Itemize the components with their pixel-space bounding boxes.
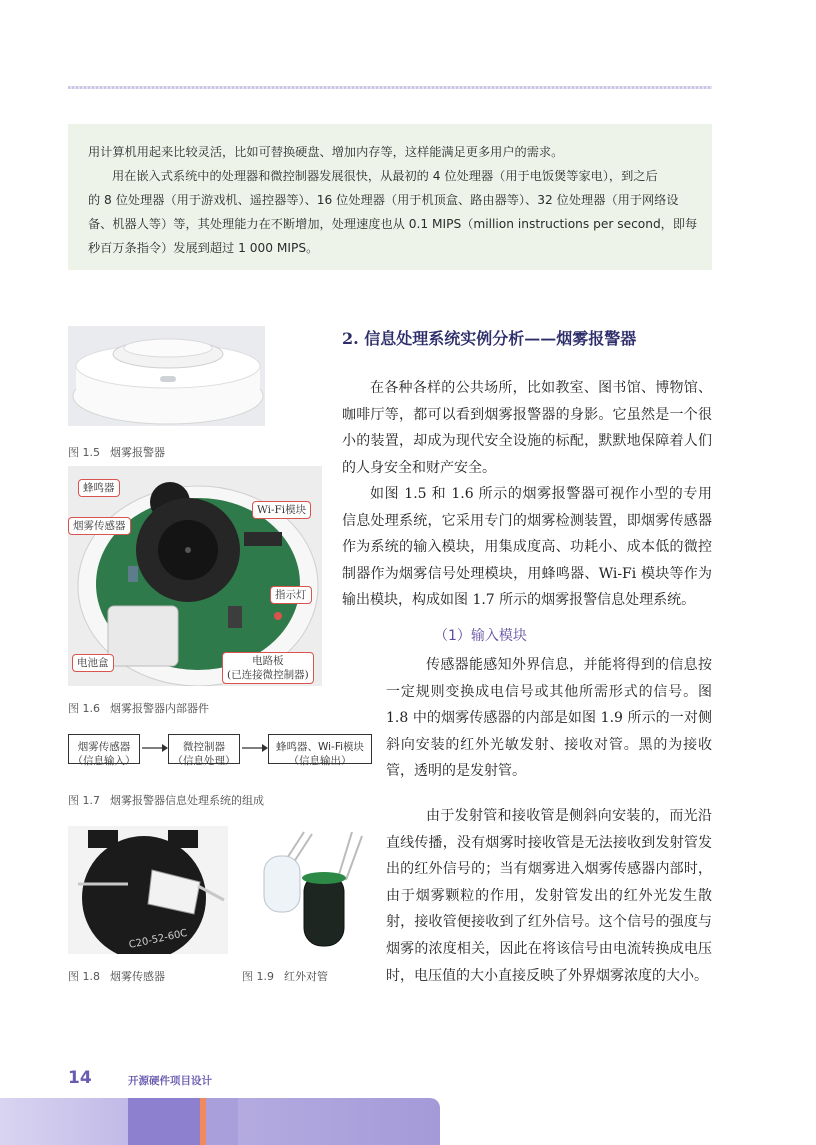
page-number: 14 [68, 1068, 92, 1088]
note-line-4: 备、机器人等）等，其处理能力在不断增加，处理速度也从 0.1 MIPS（million instructions per second，即每 [88, 217, 698, 231]
note-line-2: 用在嵌入式系统中的处理器和微控制器发展很快，从最初的 4 位处理器（用于电饭煲等家电），到之后 [112, 169, 658, 183]
callout-wifi: Wi-Fi模块 [252, 501, 311, 519]
fig17-caption: 图 1.7 烟雾报警器信息处理系统的组成 [68, 794, 264, 807]
callout-indicator: 指示灯 [270, 586, 312, 604]
arrow-mcu-to-output [240, 742, 268, 754]
note-line-5: 秒百万条指令）发展到超过 1 000 MIPS。 [88, 241, 319, 255]
fig16-caption: 图 1.6 烟雾报警器内部器件 [68, 702, 209, 715]
ir-pair-photo [242, 826, 380, 954]
callout-board-line2: (已连接微控制器) [227, 669, 309, 681]
fig18-caption: 图 1.8 烟雾传感器 [68, 970, 165, 983]
smoke-sensor-photo [68, 826, 228, 954]
callout-smoke-sensor: 烟雾传感器 [68, 517, 131, 535]
sensor-marking: C20-52-60C [128, 927, 189, 951]
section-title: 2. 信息处理系统实例分析——烟雾报警器 [342, 329, 637, 348]
footer-band [0, 1098, 440, 1145]
fig15-caption: 图 1.5 烟雾报警器 [68, 446, 165, 459]
input-module-heading: （1）输入模块 [434, 628, 527, 644]
paragraph-3: 传感器能感知外界信息，并能将得到的信息按一定规则变换成电信号或其他所需形式的信号。图 1.8 中的烟雾传感器的内部是如图 1.9 所示的一对侧斜向安装的红外光敏发射、接收对管。黑的为接收管，透明的是发射管。 [386, 657, 712, 780]
band-stripe-dark [128, 1098, 200, 1145]
callout-circuit-board [222, 652, 314, 684]
smoke-detector-photo [68, 326, 265, 426]
book-title: 开源硬件项目设计 [128, 1075, 212, 1087]
fig19-caption: 图 1.9 红外对管 [242, 970, 328, 983]
block-output-modules: 蜂鸣器、Wi-Fi模块 （信息输出） [268, 734, 372, 764]
callout-board-line1: 电路板 [252, 655, 284, 667]
note-line-3: 的 8 位处理器（用于游戏机、遥控器等）、16 位处理器（用于机顶盒、路由器等）、32 位处理器（用于网络设 [88, 193, 679, 207]
header-rule [68, 86, 712, 89]
paragraph-2: 如图 1.5 和 1.6 所示的烟雾报警器可视作小型的专用信息处理系统，它采用专门的烟雾检测装置，即烟雾传感器作为系统的输入模块，用集成度高、功耗小、成本低的微控制器作为烟雾信号处理模块，用蜂鸣器、Wi-Fi 模块等作为输出模块，构成如图 1.7 所示的烟雾报警信息处理系统。 [342, 486, 712, 609]
paragraph-4: 由于发射管和接收管是侧斜向安装的，而光沿直线传播，没有烟雾时接收管是无法接收到发射管发出的红外信号的；当有烟雾进入烟雾传感器内部时，由于烟雾颗粒的作用，发射管发出的红外光发生散射，接收管便接收到了红外信号。这个信号的强度与烟雾的浓度相关，因此在将该信号由电流转换成电压时，电压值的大小直接反映了外界烟雾浓度的大小。 [386, 808, 712, 984]
callout-battery: 电池盒 [72, 654, 114, 672]
arrow-input-to-mcu [140, 742, 168, 754]
block-microcontroller: 微控制器 （信息处理） [168, 734, 240, 764]
note-line-1: 用计算机用起来比较灵活，比如可替换硬盘、增加内存等，这样能满足更多用户的需求。 [88, 145, 564, 159]
paragraph-1: 在各种各样的公共场所，比如教室、图书馆、博物馆、咖啡厅等，都可以看到烟雾报警器的身影。它虽然是一个很小的装置，却成为现代安全设施的标配，默默地保障着人们的人身安全和财产安全。 [342, 380, 712, 476]
band-stripe-light [206, 1098, 238, 1145]
block-smoke-sensor: 烟雾传感器 （信息输入） [68, 734, 140, 764]
callout-buzzer: 蜂鸣器 [78, 479, 120, 497]
